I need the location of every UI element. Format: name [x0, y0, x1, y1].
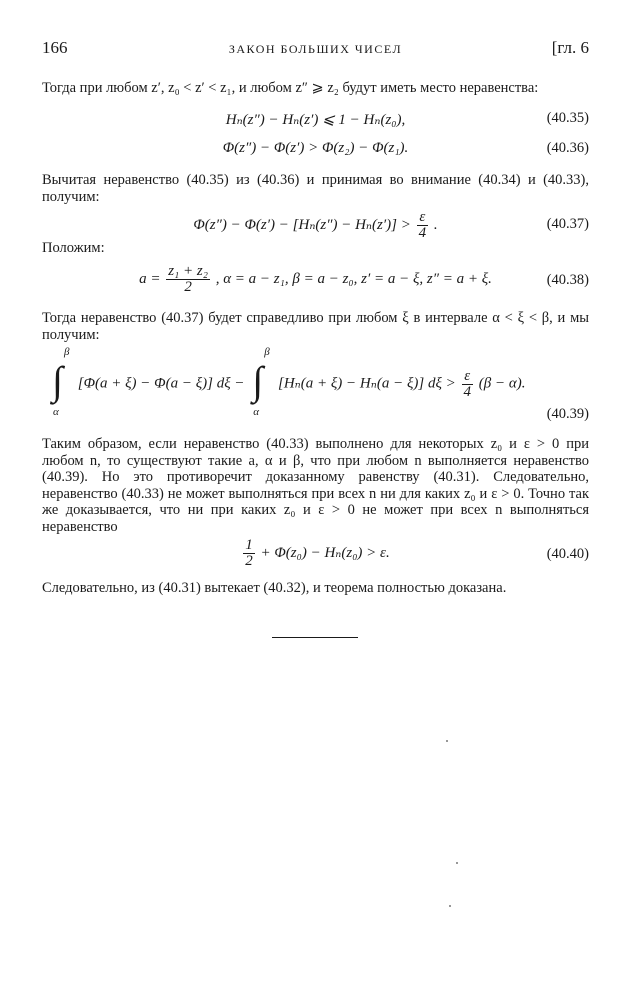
integral-sign-1: ∫ β α	[52, 346, 70, 418]
fraction-numerator: ε	[417, 210, 429, 226]
fraction-denominator: 4	[463, 383, 472, 400]
equation-formula	[42, 538, 589, 569]
fraction-numerator: z₁ + z₂	[168, 263, 208, 279]
page-number: 166	[42, 38, 68, 57]
equation-number: (40.40)	[546, 546, 589, 562]
integrand-3: (β − α).	[478, 375, 526, 392]
equation-40-35	[42, 110, 589, 134]
integral-sign-2: ∫ β α	[252, 346, 270, 418]
equation-number: (40.37)	[546, 216, 589, 232]
equation-number: (40.36)	[546, 140, 589, 156]
paper-speck	[449, 905, 451, 907]
equation-formula	[42, 210, 589, 241]
fraction-denominator: 4	[418, 225, 427, 241]
formula-rest: , α = a − z₁, β = a − z₀, z′ = a − ξ, z″ = a + ξ.	[215, 270, 492, 287]
equation-formula	[48, 346, 595, 418]
paper-speck	[456, 862, 458, 864]
paragraph-subtract: Вычитая неравенство (40.35) из (40.36) и принимая во внимание (40.34) и (40.33), получим:	[42, 172, 589, 205]
paragraph-thus: Таким образом, если неравенство (40.33) выполнено для некоторых z₀ и ε > 0 при любом n, то существуют такие a, α и β, что при любом n выполняется неравенство (40.39). Но это противоречит доказанному равенству (40.31). Следовательно, неравенство (40.33) не может выполняться при всех n ни для каких z₀ и ε > 0. Точно так же доказывается, что ни при каких z₀ и ε > 0 не может при всех n выполняться неравенство	[42, 436, 589, 535]
equation-formula: Hₙ(z″) − Hₙ(z′) ⩽ 1 − Hₙ(z₀),	[225, 112, 406, 128]
fraction	[417, 210, 429, 241]
equation-40-39	[42, 348, 589, 428]
fraction-numerator: 1	[245, 537, 253, 553]
formula-rest: + Φ(z₀) − Hₙ(z₀) > ε.	[260, 544, 390, 561]
paragraph-then: Тогда неравенство (40.37) будет справедливо при любом ξ в интервале α < ξ < β, и мы получим:	[42, 310, 589, 343]
equation-number: (40.35)	[546, 110, 589, 126]
equation-40-40	[42, 538, 589, 574]
paragraph-conclusion: Следовательно, из (40.31) вытекает (40.32), и теорема полностью доказана.	[42, 580, 507, 596]
fraction	[243, 538, 255, 569]
fraction-numerator: ε	[462, 369, 474, 385]
formula-tail: .	[433, 216, 438, 233]
integrand-1: [Φ(a + ξ) − Φ(a − ξ)] dξ −	[77, 375, 245, 392]
paragraph-intro: Тогда при любом z′, z₀ < z′ < z₁, и любом z″ ⩾ z₂ будут иметь место неравенства:	[42, 80, 539, 96]
equation-number: (40.38)	[546, 272, 589, 288]
fraction	[462, 369, 474, 400]
formula-left: Φ(z″) − Φ(z′) − [Hₙ(z″) − Hₙ(z′)] >	[193, 216, 411, 233]
equation-number: (40.39)	[546, 406, 589, 422]
end-rule	[272, 637, 358, 638]
chapter-marker: [гл. 6	[551, 38, 589, 57]
fraction-denominator: 2	[245, 553, 253, 569]
equation-40-38	[42, 262, 589, 298]
equation-40-37	[42, 208, 589, 244]
fraction	[166, 264, 210, 295]
running-title: ЗАКОН БОЛЬШИХ ЧИСЕЛ	[228, 42, 403, 56]
paragraph-set: Положим:	[42, 240, 105, 256]
formula-lhs: a =	[139, 270, 161, 287]
integrand-2: [Hₙ(a + ξ) − Hₙ(a − ξ)] dξ >	[278, 375, 456, 392]
equation-40-36	[42, 140, 589, 164]
equation-formula	[42, 264, 589, 295]
equation-formula: Φ(z″) − Φ(z′) > Φ(z₂) − Φ(z₁).	[222, 140, 409, 156]
fraction-denominator: 2	[184, 279, 192, 295]
paper-speck	[446, 740, 448, 742]
